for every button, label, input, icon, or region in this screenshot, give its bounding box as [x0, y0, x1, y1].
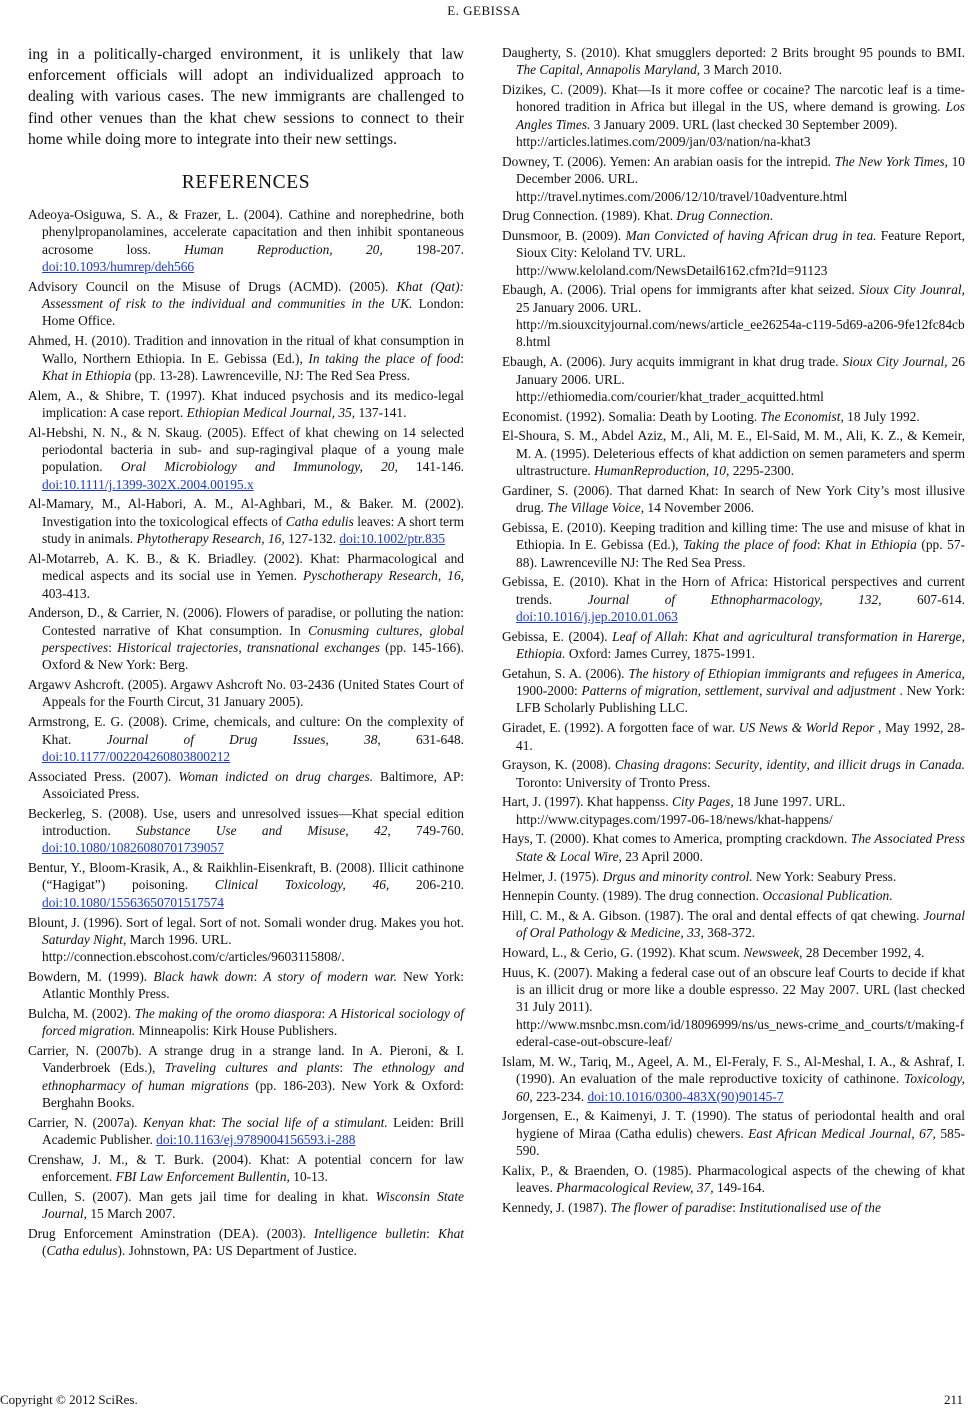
reference-italic-text: The New York Times	[834, 153, 945, 169]
reference-text: 198-207.	[382, 241, 464, 257]
reference-text: Bentur, Y., Bloom-Krasik, A., & Raikhlin-Eisenkraft, B. (2008). Illicit cathinone (“Hagigat”) poisoning.	[28, 860, 464, 893]
doi-link[interactable]: doi:10.1163/ej.9789004156593.i-288	[156, 1132, 356, 1148]
reference-entry	[502, 628, 965, 663]
reference-text: Blount, J. (1996). Sort of legal. Sort of not. Somali wonder drug. Makes you hot.	[28, 914, 464, 930]
reference-entry	[502, 887, 965, 904]
reference-text: , 14 November 2006.	[640, 500, 755, 516]
reference-text: :	[732, 1199, 740, 1215]
reference-text: , March 1996. URL.	[122, 931, 232, 947]
reference-entry	[502, 1199, 965, 1216]
reference-text: . New York: LFB Scholarly Publishing LLC.	[516, 683, 965, 716]
reference-text: 585-590.	[516, 1125, 965, 1158]
reference-italic-text: Sioux City Journal	[842, 354, 945, 370]
reference-entry	[28, 676, 464, 711]
references-heading: REFERENCES	[181, 172, 311, 194]
reference-entry	[502, 1053, 965, 1105]
reference-text: , 23 April 2000.	[618, 848, 703, 864]
reference-text: :	[816, 537, 826, 553]
reference-italic-text: The making of the oromo diaspora	[134, 1006, 322, 1021]
reference-text: :	[426, 1226, 438, 1242]
reference-text: New York: Atlantic Monthly Press.	[42, 968, 464, 1002]
reference-text: Leiden: Brill Academic Publisher.	[42, 1114, 464, 1148]
reference-entry	[28, 1042, 464, 1111]
reference-italic-text: Patterns of migration	[581, 683, 698, 699]
reference-entry	[502, 964, 965, 1051]
reference-entry	[28, 495, 464, 547]
reference-text: :	[108, 640, 118, 655]
running-head: E. GEBISSA	[447, 3, 521, 18]
reference-text: Gebissa, E. (2010). Khat in the Horn of Africa: Historical perspectives and current trends.	[502, 574, 965, 607]
reference-text: Dunsmoor, B. (2009).	[502, 228, 626, 243]
reference-text: 10-13.	[289, 1169, 328, 1185]
reference-text: Cullen, S. (2007). Man gets jail time for dealing in khat.	[28, 1189, 376, 1204]
reference-text: Al-Hebshi, N. N., & N. Skaug. (2005). Effect of khat chewing on 14 selected periodontal bacteria in sub- and sup-ragingival plaque of a young male population.	[28, 424, 464, 475]
reference-entry	[502, 227, 965, 279]
reference-text: :	[253, 968, 264, 984]
reference-italic-text: Kenyan khat	[142, 1114, 213, 1130]
reference-text: Hart, J. (1997). Khat happenss.	[502, 794, 672, 810]
reference-italic-text: Historical trajectories	[117, 640, 239, 655]
reference-italic-text: Newsweek	[743, 945, 800, 961]
reference-text: Argawv Ashcroft. (2005). Argawv Ashcroft No. 03-2436 (United States Court of Appeals for the Fourth Circut, 31 January 2005).	[28, 677, 464, 710]
reference-entry	[28, 1114, 464, 1149]
reference-italic-text: Institutionalised use of the	[739, 1199, 881, 1215]
reference-italic-text: City Pages	[671, 794, 731, 810]
doi-link[interactable]: doi:10.1111/j.1399-302X.2004.00195.x	[42, 476, 254, 492]
reference-entry	[502, 44, 965, 79]
reference-text: , 28 December 1992, 4.	[799, 945, 925, 961]
reference-text: 607-614.	[881, 591, 966, 607]
reference-italic-text: Traveling cultures and plants	[164, 1060, 340, 1076]
reference-italic-text: Phytotherapy Research, 16,	[136, 531, 285, 547]
reference-text: 149-164.	[713, 1180, 765, 1196]
reference-text: Crenshaw, J. M., & T. Burk. (2004). Khat: A potential concern for law enforcement.	[28, 1151, 464, 1185]
reference-entry	[28, 968, 464, 1003]
reference-italic-text: Human Reproduction, 20,	[184, 241, 383, 257]
reference-text: 368-372.	[703, 925, 756, 941]
reference-list-right	[502, 44, 965, 1216]
reference-text: ,	[759, 757, 767, 773]
reference-italic-text: Ethiopia.	[516, 646, 566, 662]
reference-italic-text: A Historical sociology of forced migration.	[42, 1006, 465, 1039]
reference-text: Adeoya-Osiguwa, S. A., & Frazer, L. (2004). Cathine and norephedrine, both phenylpropanolamines, accelerate capacitation and then inhibit spontaneous acrosome loss.	[28, 207, 464, 257]
reference-text: El-Shoura, S. M., Abdel Aziz, M., Ali, M. E., El-Said, M. M., Ali, K. Z., & Kemeir, M. A. (1995). Deleterious effects of khat addiction on semen parameters and sperm ultrastructure.	[502, 428, 965, 479]
reference-italic-text: Khat in Ethiopia	[825, 537, 917, 553]
reference-text: (	[42, 1243, 47, 1259]
doi-link[interactable]: doi:10.1016/0300-483X(90)90145-7	[587, 1088, 784, 1104]
reference-text: , 15 March 2007.	[83, 1206, 176, 1222]
reference-text: Kalix, P., & Braenden, O. (1985). Pharmacological aspects of the chewing of khat leaves.	[502, 1162, 965, 1196]
reference-text: Toronto: University of Tronto Press.	[516, 774, 711, 790]
reference-entry	[502, 868, 965, 885]
reference-entry	[502, 482, 965, 517]
reference-entry	[502, 519, 965, 571]
reference-text: , May 1992, 28-41.	[516, 720, 966, 753]
reference-italic-text: US News & World Repor	[738, 720, 875, 736]
reference-entry	[502, 81, 965, 150]
reference-text: :	[684, 628, 693, 644]
reference-text: Jorgensen, E., & Kaimenyi, J. T. (1990). The status of periodontal health and oral hygiene of Miraa (Catha edulis) chewers.	[502, 1108, 965, 1141]
reference-entry	[502, 573, 965, 625]
reference-text: 403-413.	[42, 585, 90, 601]
reference-text: Economist. (1992). Somalia: Death by Looting.	[502, 408, 761, 424]
reference-text: , 18 June 1997. URL.	[730, 794, 846, 810]
reference-text: Al-Mamary, M., Al-Habori, A. M., Al-Aghbari, M., & Baker. M. (2002). Investigation into the toxicological effects of	[28, 496, 464, 529]
reference-text: Daugherty, S. (2010). Khat smugglers deported: 2 Brits brought 95 pounds to BMI.	[502, 45, 965, 60]
reference-entry	[502, 793, 965, 828]
reference-entry	[28, 332, 464, 384]
reference-text: Hays, T. (2000). Khat comes to America, prompting crackdown.	[502, 831, 851, 847]
reference-text: (pp. 57-88). Lawrenceville NJ: The Red Sea Press.	[516, 537, 966, 570]
reference-italic-text: Catha edulus	[46, 1243, 118, 1259]
reference-text: Gardiner, S. (2006). That darned Khat: In search of New York City’s most illusive drug.	[502, 482, 965, 516]
reference-text: ,	[238, 640, 247, 655]
reference-text: 127-132.	[284, 531, 340, 547]
reference-text: Giradet, E. (1992). A forgotten face of war.	[502, 720, 739, 736]
reference-italic-text: Sioux City Jounral	[859, 282, 962, 298]
reference-italic-text: Khat in Ethiopia	[42, 367, 132, 383]
reference-text: (pp. 13-28). Lawrenceville, NJ: The Red Sea Press.	[131, 367, 410, 383]
reference-text: (pp. 186-203). New York & Oxford: Berghahn Books.	[42, 1077, 464, 1111]
reference-italic-text: Man Convicted of having African drug in tea.	[625, 228, 877, 243]
reference-italic-text: Pyschotherapy Research, 16,	[302, 568, 464, 584]
reference-entry	[502, 427, 965, 479]
reference-entry	[28, 387, 464, 422]
reference-entry	[502, 719, 965, 754]
reference-list-left	[28, 206, 464, 1260]
reference-text: Drug Connection. (1989). Khat.	[502, 208, 677, 224]
reference-entry	[502, 207, 965, 224]
reference-italic-text: The Village Voice	[547, 500, 641, 516]
reference-italic-text: The Capital	[516, 62, 580, 78]
reference-url: http://m.siouxcityjournal.com/news/article_ee26254a-c119-5d69-a206-9fe12fc84cb8.html	[516, 317, 965, 350]
reference-italic-text: Wisconsin State Journal	[42, 1189, 464, 1222]
reference-entry	[502, 408, 965, 425]
reference-entry	[28, 550, 464, 602]
reference-text: Bowdern, M. (1999).	[28, 968, 154, 984]
reference-text: .	[769, 208, 774, 224]
reference-italic-text: Khat (Qat): Assessment of risk to the individual and communities in the UK.	[42, 278, 465, 312]
reference-text: Beckerleg, S. (2008). Use, users and unresolved issues—Khat special edition introduction.	[28, 805, 464, 838]
reference-entry	[502, 907, 965, 942]
reference-text: Ahmed, H. (2010). Tradition and innovation in the ritual of khat consumption in Wallo, Northern Ethiopia. In E. Gebissa (Ed.),	[28, 333, 464, 366]
reference-text: :	[460, 350, 464, 366]
reference-italic-text: Catha edulis	[285, 513, 354, 529]
reference-text: :	[321, 1006, 329, 1021]
reference-italic-text: Taking the place of food	[683, 537, 817, 553]
copyright-notice: Copyright © 2012 SciRes.	[0, 1392, 138, 1407]
reference-text: Kennedy, J. (1987).	[502, 1199, 611, 1215]
reference-italic-text: settlement	[704, 683, 760, 699]
reference-text: Getahun, S. A. (2006).	[502, 665, 629, 681]
reference-text: Associated Press. (2007).	[28, 768, 179, 784]
reference-italic-text: survival and adjustment	[766, 683, 896, 699]
reference-italic-text: HumanReproduction, 10,	[594, 463, 730, 479]
reference-text: Armstrong, E. G. (2008). Crime, chemicals, and culture: On the complexity of Khat.	[28, 714, 464, 747]
reference-italic-text: Oral Microbiology and Immunology, 20,	[120, 459, 398, 475]
reference-entry	[28, 1188, 464, 1223]
reference-text: , 26 January 2006. URL.	[516, 354, 965, 387]
reference-text: 137-141.	[355, 404, 407, 420]
reference-italic-text: Chasing dragons	[614, 757, 708, 773]
reference-entry	[502, 1107, 965, 1159]
reference-entry	[502, 830, 965, 865]
reference-italic-text: Black hawk down	[153, 968, 254, 984]
reference-entry	[28, 713, 464, 765]
reference-text: ,	[419, 622, 430, 638]
reference-text: , 10 December 2006. URL.	[516, 153, 965, 187]
reference-italic-text: A story of modern war.	[263, 968, 397, 984]
reference-text: 206-210.	[389, 877, 465, 893]
reference-entry	[502, 756, 965, 791]
reference-entry	[502, 353, 965, 405]
reference-text: 141-146.	[397, 459, 465, 475]
reference-entry	[28, 1225, 464, 1260]
reference-url: http://articles.latimes.com/2009/jan/03/nation/na-khat3	[516, 134, 811, 150]
doi-link[interactable]: doi:10.1080/10826080701739057	[42, 840, 224, 856]
reference-text: , 25 January 2006. URL.	[516, 282, 965, 315]
reference-text: .	[889, 888, 893, 904]
reference-text: ,	[697, 683, 705, 699]
reference-italic-text: Conusming cultures	[308, 622, 420, 638]
reference-text: Ebaugh, A. (2006). Trial opens for immigrants after khat seized.	[502, 282, 860, 298]
reference-italic-text: Security	[715, 757, 759, 773]
reference-text: 18 July 1992.	[843, 408, 920, 424]
reference-entry	[28, 604, 464, 673]
reference-text: (pp. 145-166). Oxford & New York: Berg.	[42, 640, 464, 673]
reference-text: Feature Report, Sioux City: Keloland TV. URL.	[516, 228, 965, 261]
reference-text: Minneapolis: Kirk House Publishers.	[135, 1023, 338, 1039]
reference-url: http://connection.ebscohost.com/c/articles/9603115808/.	[42, 949, 345, 965]
reference-entry	[502, 944, 965, 961]
reference-text: Hennepin County. (1989). The drug connection.	[502, 888, 763, 904]
reference-text: Huus, K. (2007). Making a federal case out of an obscure leaf Courts to decide if khat is an illicit drug or more like a double espresso. 22 May 2007. URL (last checked 31 July 2011).	[502, 964, 965, 1015]
reference-text: :	[339, 1060, 353, 1076]
reference-text: Grayson, K. (2008).	[502, 757, 615, 773]
reference-url: http://travel.nytimes.com/2006/12/10/travel/10adventure.html	[516, 188, 848, 204]
doi-link[interactable]: doi:10.1016/j.jep.2010.01.063	[516, 608, 678, 624]
reference-italic-text: The flower of paradise	[610, 1199, 733, 1215]
reference-italic-text: Khat	[437, 1226, 465, 1242]
reference-url: http://ethiomedia.com/courier/khat_trader_acquitted.html	[516, 388, 824, 404]
reference-text: Al-Motarreb, A. K. B., & K. Briadley. (2002). Khat: Pharmacological and medical aspects and its social use in Yemen.	[28, 550, 464, 584]
reference-text: ,	[806, 757, 814, 773]
reference-italic-text: Journal of Drug Issues, 38,	[106, 731, 381, 747]
reference-italic-text: and illicit drugs in Canada.	[813, 757, 966, 773]
reference-italic-text: Clinical Toxicology, 46,	[214, 877, 390, 893]
reference-text: :	[212, 1114, 222, 1130]
reference-italic-text: Toxicology, 60,	[516, 1071, 965, 1104]
reference-text: ,	[579, 62, 587, 78]
reference-text: , 3 March 2010.	[696, 62, 782, 78]
reference-italic-text: The Economist,	[760, 408, 844, 424]
reference-italic-text: Woman indicted on drug charges.	[178, 768, 374, 784]
reference-text: Advisory Council on the Misuse of Drugs (ACMD). (2005).	[28, 278, 397, 294]
reference-italic-text: Ethiopian Medical Journal, 35,	[186, 404, 356, 420]
reference-text: 2295-2300.	[729, 463, 795, 479]
reference-text: Dizikes, C. (2009). Khat—Is it more coffee or cocaine? The narcotic leaf is a time-honored tradition in Africa but illegal in the US, where demand is growing.	[502, 82, 965, 115]
reference-entry	[28, 1151, 464, 1186]
reference-entry	[28, 278, 464, 330]
doi-link[interactable]: doi:10.1177/002204260803800212	[42, 748, 231, 764]
reference-italic-text: transnational exchanges	[246, 640, 380, 655]
reference-text: 223-234.	[532, 1088, 588, 1104]
doi-link[interactable]: doi:10.1002/ptr.835	[339, 531, 446, 547]
reference-text: ,	[961, 628, 965, 644]
page-number: 211	[943, 1392, 963, 1407]
doi-link[interactable]: doi:10.1093/humrep/deh566	[42, 259, 195, 275]
reference-italic-text: global perspectives	[42, 622, 464, 655]
reference-text: 749-760.	[390, 823, 464, 838]
reference-italic-text: Leaf of Allah	[612, 628, 685, 644]
reference-entry	[28, 859, 464, 911]
reference-italic-text: Los Angles Times.	[516, 99, 965, 132]
reference-text: Helmer, J. (1975).	[502, 868, 603, 884]
reference-italic-text: In taking the place of food	[308, 350, 461, 366]
reference-text: Gebissa, E. (2004).	[502, 628, 613, 644]
reference-text: 631-648.	[380, 731, 464, 747]
reference-italic-text: The ethnology and ethnopharmacy of human migrations	[42, 1060, 465, 1093]
reference-text: Carrier, N. (2007b). A strange drug in a strange land. In A. Pieroni, & I. Vanderbroek (Eds.),	[28, 1043, 464, 1076]
doi-link[interactable]: doi:10.1080/15563650701517574	[42, 894, 224, 910]
reference-url: http://www.citypages.com/1997-06-18/news/khat-happens/	[516, 811, 833, 827]
reference-url: http://www.keloland.com/NewsDetail6162.cfm?Id=91123	[516, 262, 828, 278]
reference-url: http://www.msnbc.msn.com/id/18096999/ns/us_news-crime_and_courts/t/making-federal-case-out-obscure-leaf/	[516, 1016, 965, 1050]
reference-text: Hill, C. M., & A. Gibson. (1987). The oral and dental effects of qat chewing.	[502, 907, 924, 923]
intro-paragraph: ing in a politically-charged environment, it is unlikely that law enforcement officials will adopt an individualized approach to dealing with various cases. The new immigrants are challenged to find other venues than the khat chew sessions to connect to their home while doing more to integrate into their new settings.	[28, 46, 464, 148]
reference-entry	[28, 424, 464, 493]
reference-entry	[502, 665, 965, 717]
reference-text: Islam, M. W., Tariq, M., Ageel, A. M., El-Feraly, F. S., Al-Meshal, I. A., & Ashraf, I. (1990). An evaluation of the male reproductive toxicity of cathinone.	[502, 1053, 965, 1087]
reference-text: Baltimore, AP: Assoiciated Press.	[42, 768, 465, 801]
reference-text: ). Johnstown, PA: US Department of Justice.	[117, 1243, 357, 1259]
reference-italic-text: Journal of Ethnopharmacology, 132,	[587, 591, 882, 607]
reference-text: Bulcha, M. (2002).	[28, 1006, 135, 1021]
reference-text: :	[707, 757, 716, 773]
reference-entry	[502, 153, 965, 205]
reference-text: 3 January 2009. URL (last checked 30 September 2009).	[590, 116, 898, 132]
reference-entry	[28, 805, 464, 857]
right-column	[502, 44, 965, 1219]
reference-text: Drug Enforcement Aminstration (DEA). (2003).	[28, 1226, 314, 1242]
reference-italic-text: FBI Law Enforcement Bullentin,	[115, 1169, 290, 1185]
reference-italic-text: Drug Connection	[676, 208, 770, 224]
reference-italic-text: The social life of a stimulant.	[221, 1114, 388, 1130]
reference-italic-text: identity	[766, 757, 807, 773]
reference-italic-text: The Associated Press State & Local Wire	[516, 831, 965, 864]
reference-entry	[28, 1005, 464, 1040]
reference-italic-text: Substance Use and Misuse, 42,	[136, 823, 391, 838]
reference-entry	[502, 281, 965, 350]
reference-text: Anderson, D., & Carrier, N. (2006). Flowers of paradise, or polluting the nation: Contested narrative of Khat consumption. In	[28, 605, 464, 638]
left-column	[28, 44, 464, 1262]
reference-entry	[502, 1162, 965, 1197]
reference-text: Carrier, N. (2007a).	[28, 1114, 143, 1130]
reference-text: Howard, L., & Cerio, G. (1992). Khat scum.	[502, 945, 744, 961]
reference-entry	[28, 768, 464, 803]
reference-text: ,	[759, 683, 767, 699]
reference-italic-text: Intelligence bulletin	[313, 1226, 427, 1242]
reference-entry	[28, 206, 464, 275]
reference-text: New York: Seabury Press.	[752, 868, 897, 884]
reference-text: leaves: A short term study in animals.	[42, 513, 464, 547]
reference-italic-text: Khat and agricultural transformation in Harerge	[692, 628, 962, 644]
reference-entry	[28, 914, 464, 966]
reference-italic-text: Journal of Oral Pathology & Medicine, 33,	[516, 907, 965, 941]
reference-text: Gebissa, E. (2010). Keeping tradition and killing time: The use and misuse of khat in Ethiopia. In E. Gebissa (Ed.),	[502, 519, 965, 553]
reference-text: Downey, T. (2006). Yemen: An arabian oasis for the intrepid.	[502, 153, 835, 169]
reference-italic-text: Drgus and minority control.	[602, 868, 753, 884]
reference-italic-text: Saturday Night	[42, 931, 123, 947]
reference-italic-text: The history of Ethiopian immigrants and refugees in America	[628, 665, 962, 681]
reference-text: Ebaugh, A. (2006). Jury acquits immigrant in khat drug trade.	[502, 354, 843, 370]
reference-italic-text: Pharmacological Review, 37,	[556, 1180, 714, 1196]
reference-italic-text: Annapolis Maryland	[586, 62, 697, 78]
reference-text: Oxford: James Currey, 1875-1991.	[565, 646, 756, 662]
reference-text: Alem, A., & Shibre, T. (1997). Khat induced psychosis and its medico-legal implication: A case report.	[28, 387, 464, 420]
reference-italic-text: Occasional Publication	[762, 888, 890, 904]
reference-italic-text: East African Medical Journal, 67,	[748, 1125, 936, 1141]
reference-text: London: Home Office.	[42, 296, 465, 329]
reference-text: , 1900-2000:	[516, 665, 965, 699]
